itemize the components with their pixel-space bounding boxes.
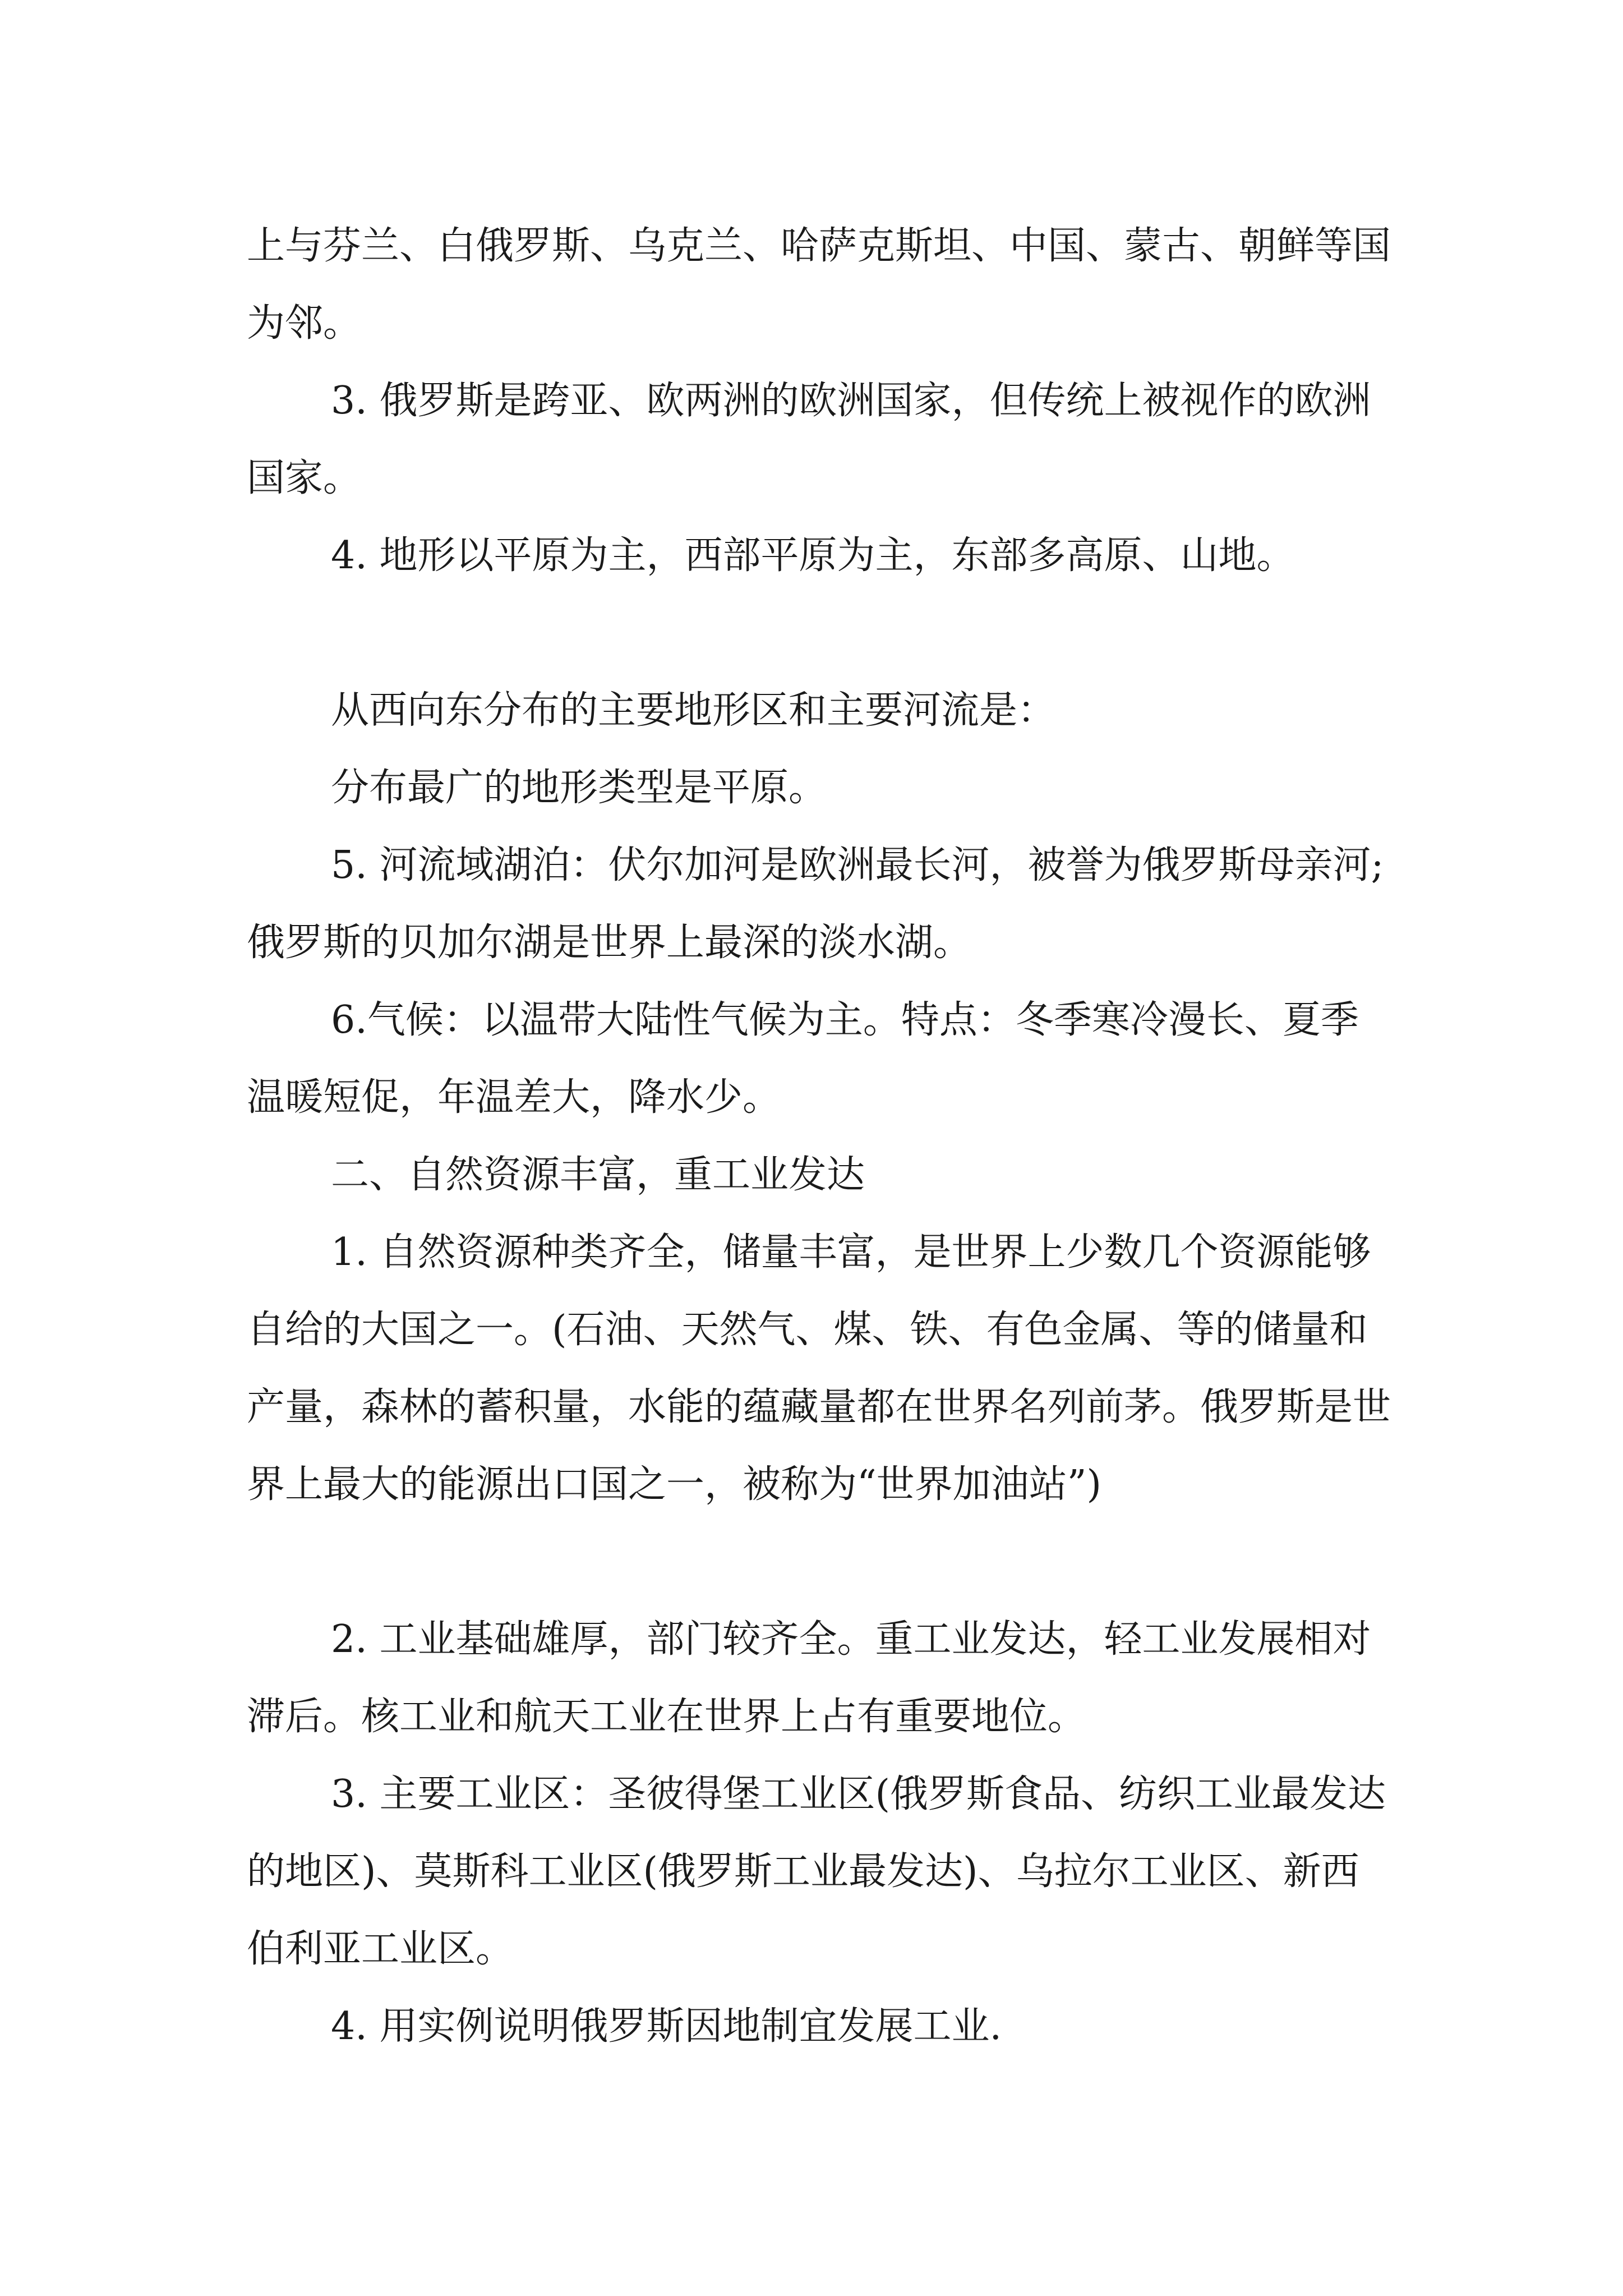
paragraph-climate: 6.气候：以温带大陆性气候为主。特点：冬季寒冷漫长、夏季温暖短促，年温差大，降水少。 [247,998,1359,1120]
paragraph-industrial-regions: 3. 主要工业区：圣彼得堡工业区(俄罗斯食品、纺织工业最发达的地区)、莫斯科工业区(俄罗斯工业最发达)、乌拉尔工业区、新西伯利亚工业区。 [247,1772,1386,1971]
paragraph-landforms-west-east: 从西向东分布的主要地形区和主要河流是： [331,688,1056,733]
paragraph-transcontinental: 3. 俄罗斯是跨亚、欧两洲的欧洲国家，但传统上被视作的欧洲国家。 [247,379,1371,500]
paragraph-industrial-base: 2. 工业基础雄厚，部门较齐全。重工业发达，轻工业发展相对滞后。核工业和航天工业在世界上占有重要地位。 [247,1617,1371,1739]
paragraph-neighbors: 上与芬兰、白俄罗斯、乌克兰、哈萨克斯坦、中国、蒙古、朝鲜等国为邻。 [247,224,1391,346]
section-heading-resources-industry: 二、自然资源丰富，重工业发达 [331,1153,865,1197]
paragraph-rivers-lakes: 5. 河流域湖泊：伏尔加河是欧洲最长河，被誉为俄罗斯母亲河;俄罗斯的贝加尔湖是世界上最深的淡水湖。 [247,843,1384,965]
paragraph-widest-landform: 分布最广的地形类型是平原。 [331,766,827,810]
paragraph-local-industry-example: 4. 用实例说明俄罗斯因地制宜发展工业. [331,2004,1002,2049]
paragraph-terrain: 4. 地形以平原为主，西部平原为主，东部多高原、山地。 [331,533,1295,578]
paragraph-natural-resources: 1. 自然资源种类齐全，储量丰富，是世界上少数几个资源能够自给的大国之一。(石油、天然气、煤、铁、有色金属、等的储量和产量，森林的蓄积量，水能的蕴藏量都在世界名列前茅。俄罗斯是世界上最大的能源出口国之一，被称为“世界加油站”) [247,1230,1391,1507]
